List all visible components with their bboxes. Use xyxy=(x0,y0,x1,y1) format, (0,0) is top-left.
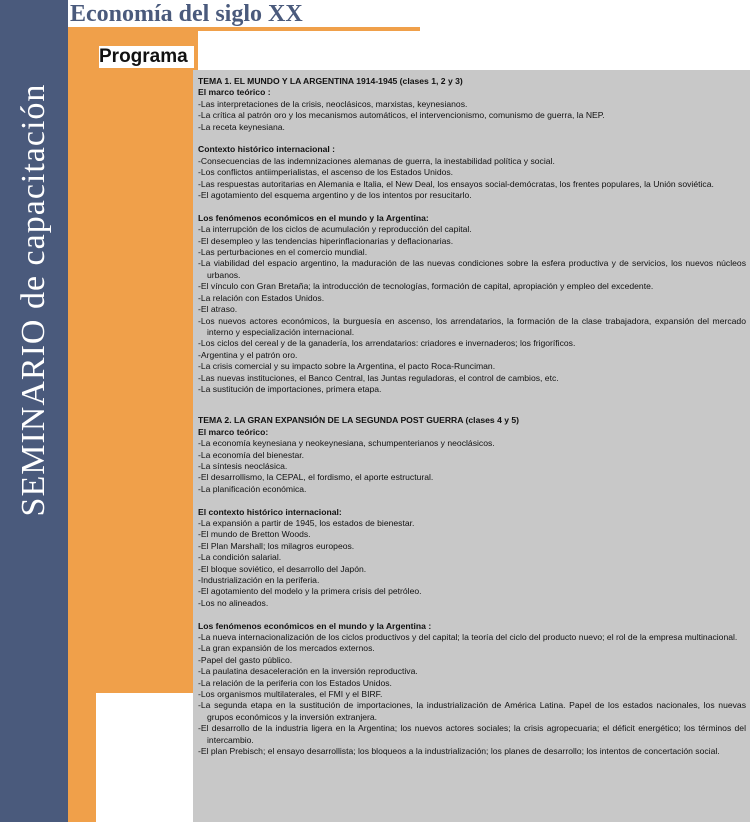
tema1-fenomenos-list xyxy=(198,224,746,395)
list-item: -Los organismos multilaterales, el FMI y el BIRF. xyxy=(198,689,383,700)
list-item: -La segunda etapa en la sustitución de importaciones, la industrialización de América Latina. Papel de los estados nacionales, los nuevas grupos económicos y la inversión extranjera. xyxy=(198,700,746,722)
tema2-fenomenos-list xyxy=(198,632,746,757)
list-item: -El desempleo y las tendencias hiperinflacionarias y deflacionarias. xyxy=(198,235,454,246)
list-item: -La economía del bienestar. xyxy=(198,449,305,460)
list-item: -El desarrollo de la industria ligera en la Argentina; los nuevos actores sociales; la crisis agropecuaria; el déficit energético; los términos del intercambio. xyxy=(198,723,746,745)
list-item: -La paulatina desaceleración en la inversión reproductiva. xyxy=(198,666,418,677)
tema1-marco-heading: El marco teórico : xyxy=(198,87,271,98)
list-item: -La gran expansión de los mercados externos. xyxy=(198,643,375,654)
list-item: -La crisis comercial y su impacto sobre la Argentina, el pacto Roca-Runciman. xyxy=(198,361,496,372)
list-item: -La relación de la periferia con los Estados Unidos. xyxy=(198,677,392,688)
page-title: Economía del siglo XX xyxy=(70,1,303,27)
list-item: -La condición salarial. xyxy=(198,552,282,563)
list-item: -Las perturbaciones en el comercio mundial. xyxy=(198,247,368,258)
list-item: -El atraso. xyxy=(198,304,238,315)
list-item: -La crítica al patrón oro y los mecanismos automáticos, el intervencionismo, comunismo de guerra, la NEP. xyxy=(198,110,605,121)
tema2-fenomenos-heading: Los fenómenos económicos en el mundo y la Argentina : xyxy=(198,620,432,631)
list-item: -La síntesis neoclásica. xyxy=(198,460,288,471)
tema2-marco-heading: El marco teórico: xyxy=(198,426,269,437)
list-item: -La interrupción de los ciclos de acumulación y reproducción del capital. xyxy=(198,224,472,235)
list-item: -El bloque soviético, el desarrollo del Japón. xyxy=(198,563,367,574)
tema1-contexto-list xyxy=(198,156,746,202)
list-item: -Las respuestas autoritarias en Alemania e Italia, el New Deal, los ensayos social-demócratas, los frentes populares, la Unión soviética. xyxy=(198,178,714,189)
list-item: -La sustitución de importaciones, primera etapa. xyxy=(198,383,382,394)
tema2-contexto-list xyxy=(198,518,746,609)
list-item: -El desarrollismo, la CEPAL, el fordismo, el aporte estructural. xyxy=(198,472,434,483)
list-item: -La receta keynesiana. xyxy=(198,121,285,132)
orange-band xyxy=(68,31,96,822)
tema1-marco-list xyxy=(198,99,746,133)
list-item: -El vínculo con Gran Bretaña; la introducción de tecnologías, formación de capital, apropiación y empleo del excedente. xyxy=(198,281,654,292)
list-item: -La relación con Estados Unidos. xyxy=(198,292,325,303)
sidebar-band xyxy=(0,0,68,822)
tema1-fenomenos-heading: Los fenómenos económicos en el mundo y la Argentina: xyxy=(198,212,429,223)
list-item: -Papel del gasto público. xyxy=(198,654,293,665)
list-item: -El Plan Marshall; los milagros europeos. xyxy=(198,540,355,551)
list-item: -Los no alineados. xyxy=(198,597,269,608)
list-item: -Consecuencias de las indemnizaciones alemanas de guerra, la inestabilidad política y social. xyxy=(198,155,555,166)
tema2-marco-list xyxy=(198,438,746,495)
list-item: -Industrialización en la periferia. xyxy=(198,575,320,586)
list-item: -El agotamiento del modelo y la primera crisis del petróleo. xyxy=(198,586,422,597)
list-item: -La expansión a partir de 1945, los estados de bienestar. xyxy=(198,517,415,528)
list-item: -Las nuevas instituciones, el Banco Central, las Juntas reguladoras, el control de cambios, etc. xyxy=(198,372,559,383)
list-item: -La nueva internacionalización de los ciclos productivos y del capital; la teoría del ciclo del producto nuevo; el rol de la empresa multinacional. xyxy=(198,632,738,643)
tema2-contexto-heading: El contexto histórico internacional: xyxy=(198,506,342,517)
list-item: -La planificación económica. xyxy=(198,483,307,494)
list-item: -Los nuevos actores económicos, la burguesía en ascenso, los arrendatarios, la formación de la clase trabajadora, expansión del mercado interno y especialización internacional. xyxy=(198,315,746,337)
list-item: -Las interpretaciones de la crisis, neoclásicos, marxistas, keynesianos. xyxy=(198,98,468,109)
tema1-contexto-heading: Contexto histórico internacional : xyxy=(198,144,336,155)
list-item: -La economía keynesiana y neokeynesiana, schumpenterianos y neoclásicos. xyxy=(198,438,495,449)
list-item: -Argentina y el patrón oro. xyxy=(198,349,298,360)
list-item: -El plan Prebisch; el ensayo desarrollista; los bloqueos a la industrialización; los planes de desarrollo; los intentos de concertación social. xyxy=(198,746,720,757)
orange-block xyxy=(96,31,198,693)
section-title: Programa xyxy=(99,46,194,68)
list-item: -La viabilidad del espacio argentino, la maduración de las nuevas condiciones sobre la esfera productiva y de servicios, los nuevos núcleos urbanos. xyxy=(198,258,746,280)
list-item: -El agotamiento del esquema argentino y de los intentos por resucitarlo. xyxy=(198,190,472,201)
tema2-title: TEMA 2. LA GRAN EXPANSIÓN DE LA SEGUNDA POST GUERRA (clases 4 y 5) xyxy=(198,415,520,426)
program-content xyxy=(198,76,746,758)
list-item: -Los conflictos antiimperialistas, el ascenso de los Estados Unidos. xyxy=(198,167,454,178)
tema1-title: TEMA 1. EL MUNDO Y LA ARGENTINA 1914-1945 (clases 1, 2 y 3) xyxy=(198,76,463,86)
list-item: -Los ciclos del cereal y de la ganadería, los arrendatarios: criadores e invernaderos; los frigoríficos. xyxy=(198,338,576,349)
list-item: -El mundo de Bretton Woods. xyxy=(198,529,311,540)
sidebar-label: SEMINARIO de capacitación xyxy=(15,83,52,517)
